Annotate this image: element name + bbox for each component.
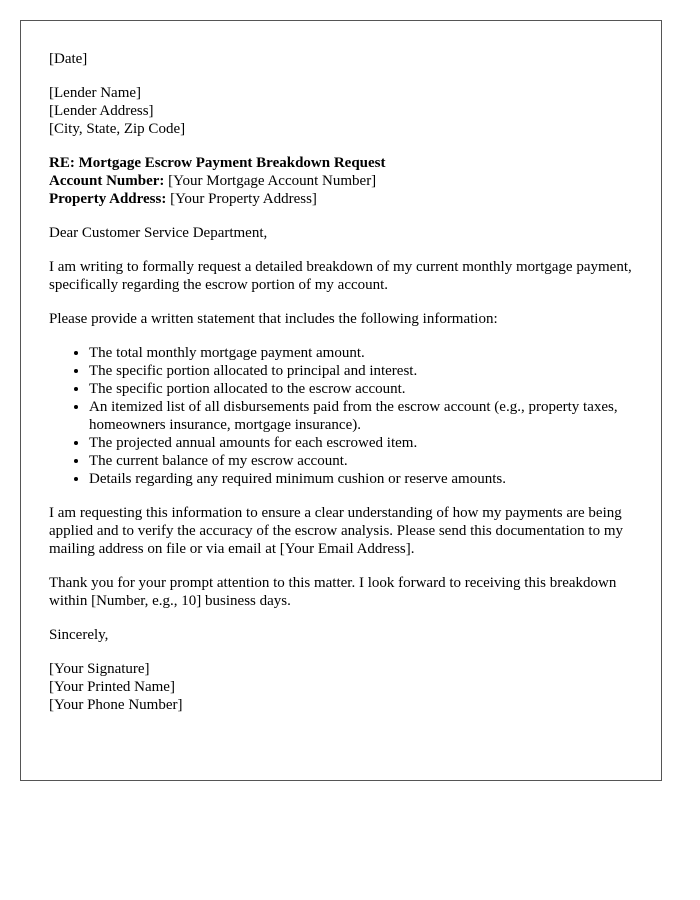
signature-block	[49, 660, 633, 714]
recipient-address	[49, 84, 633, 138]
lender-name: [Lender Name]	[49, 85, 142, 101]
list-item: • The specific portion allocated to the escrow account.	[89, 380, 633, 398]
request-paragraph: Please provide a written statement that includes the following information:	[49, 311, 498, 327]
printed-name: [Your Printed Name]	[49, 679, 175, 695]
property-address-line	[49, 190, 633, 208]
phone-number: [Your Phone Number]	[49, 697, 183, 713]
list-item: • The total monthly mortgage payment amount.	[89, 344, 633, 362]
list-item: • The current balance of my escrow account.	[89, 452, 633, 470]
subject-block	[49, 154, 633, 208]
subject-line: RE: Mortgage Escrow Payment Breakdown Request	[49, 155, 386, 171]
letter-document	[20, 20, 662, 781]
list-item: • An itemized list of all disbursements paid from the escrow account (e.g., property taxes, homeowners insurance, mortgage insurance).	[89, 398, 633, 434]
list-item: • Details regarding any required minimum cushion or reserve amounts.	[89, 470, 633, 488]
property-address-label: Property Address:	[49, 191, 167, 207]
signature-placeholder: [Your Signature]	[49, 661, 150, 677]
date: [Date]	[49, 51, 88, 67]
thanks-paragraph: Thank you for your prompt attention to this matter. I look forward to receiving this breakdown within [Number, e.g., 10] business days.	[49, 575, 617, 609]
account-number-value: [Your Mortgage Account Number]	[164, 173, 377, 189]
date-line	[49, 50, 633, 68]
salutation: Dear Customer Service Department,	[49, 225, 268, 241]
purpose-paragraph: I am requesting this information to ensure a clear understanding of how my payments are being applied and to verify the accuracy of the escrow analysis. Please send this documentation to my mailing address on file or via email at [Your Email Address].	[49, 505, 623, 557]
requested-items-list	[49, 344, 633, 488]
list-item: • The projected annual amounts for each escrowed item.	[89, 434, 633, 452]
account-number-line	[49, 172, 633, 190]
account-number-label: Account Number:	[49, 173, 165, 189]
closing: Sincerely,	[49, 627, 109, 643]
list-item: • The specific portion allocated to principal and interest.	[89, 362, 633, 380]
lender-city-state-zip: [City, State, Zip Code]	[49, 121, 186, 137]
property-address-value: [Your Property Address]	[166, 191, 317, 207]
intro-paragraph: I am writing to formally request a detailed breakdown of my current monthly mortgage payment, specifically regarding the escrow portion of my account.	[49, 259, 632, 293]
lender-address: [Lender Address]	[49, 103, 154, 119]
